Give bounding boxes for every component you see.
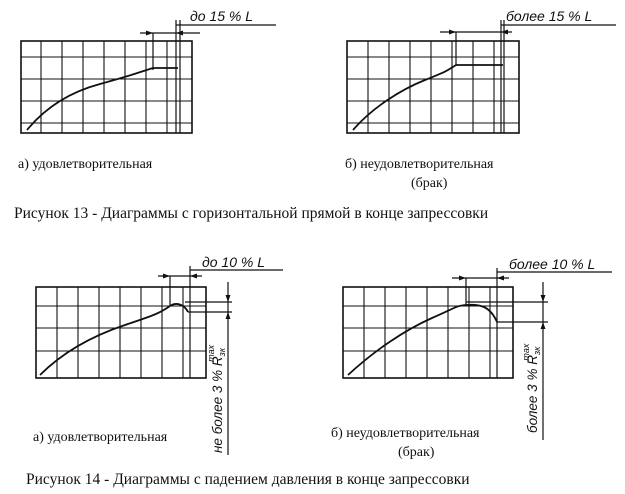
fig13-caption: Рисунок 13 - Диаграммы с горизонтальной прямой в конце запрессовки	[14, 205, 489, 222]
fig14-caption: Рисунок 14 - Диаграммы с падением давления в конце запрессовки	[26, 471, 470, 488]
fig14b-dimension-label: более 10 % L	[509, 256, 596, 272]
fig13b-grid	[347, 41, 519, 133]
fig14a-frame	[36, 287, 206, 378]
fig13a-arrow-left	[146, 31, 153, 36]
fig14a-curve	[40, 304, 188, 375]
fig13b-arrow-left	[449, 30, 456, 35]
fig13b-curve	[353, 65, 503, 130]
fig13b-label-line1: б) неудовлетворительная	[345, 157, 494, 172]
fig14a-grid	[36, 287, 206, 378]
fig14a-arrow-down	[226, 312, 231, 319]
fig14b-arrow-up	[541, 295, 546, 302]
fig14b-arrow-left	[459, 276, 466, 281]
fig14a-arrow-left	[163, 274, 170, 279]
fig14b-arrow-down	[541, 322, 546, 329]
fig13a-frame	[21, 41, 192, 133]
fig14a-label: а) удовлетворительная	[33, 430, 168, 445]
fig14b-label-line2: (брак)	[398, 445, 435, 460]
fig13-panel-a	[18, 8, 276, 172]
fig14a-arrow-right	[190, 274, 197, 279]
fig14b-curve	[348, 305, 497, 375]
fig13-panel-b	[345, 8, 616, 191]
fig13a-dimension-label: до 15 % L	[190, 8, 253, 24]
fig14b-frame	[343, 287, 513, 378]
fig13b-label-line2: (брак)	[411, 176, 448, 191]
fig13a-label: а) удовлетворительная	[18, 157, 153, 172]
fig14a-arrow-up	[226, 295, 231, 302]
fig14a-dimension-label: до 10 % L	[202, 254, 265, 270]
fig14a-vertical-label: не более 3 % $R_{зк}\max$	[206, 344, 227, 453]
fig13b-dimension-label: более 15 % L	[506, 8, 593, 24]
fig14b-vertical-label: более 3 % $R_{зк}\max$	[521, 343, 542, 433]
fig14b-arrow-right	[497, 276, 504, 281]
fig13a-grid	[21, 41, 192, 133]
fig14b-grid	[343, 287, 513, 378]
fig14b-label-line1: б) неудовлетворительная	[331, 426, 480, 441]
fig13b-frame	[347, 41, 519, 133]
fig14-panel-a	[33, 254, 283, 455]
fig13a-curve	[27, 68, 178, 130]
fig14-panel-b	[331, 256, 612, 460]
